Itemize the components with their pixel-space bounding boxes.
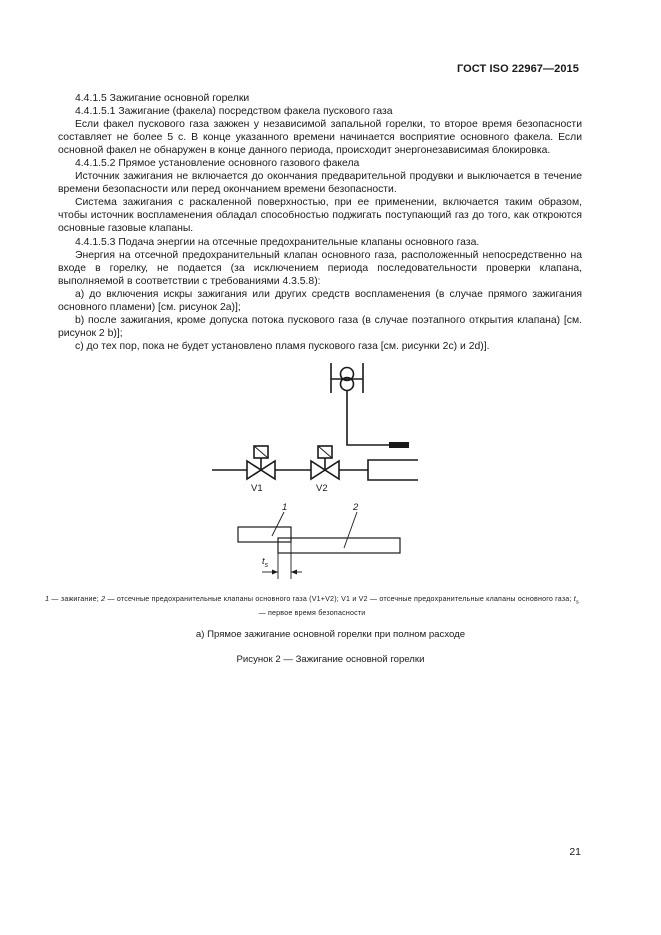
list-item-b: b) после зажигания, кроме допуска потока пускового газа (в случае поэтапного открытия клапана) [см. рисунок 2 b)]; <box>58 314 582 339</box>
figure-subcaption: a) Прямое зажигание основной горелки при полном расходе <box>195 629 466 640</box>
valve-v2-label: V2 <box>316 483 328 494</box>
legend-num-2: 2 <box>101 595 106 603</box>
valves-timing-bar <box>278 538 400 553</box>
legend-text-3: — первое время безопасности <box>258 609 366 618</box>
legend-ts-sub: s <box>575 599 579 606</box>
list-item-c: c) до тех пор, пока не будет установлено пламя пускового газа [см. рисунки 2c) и 2d)]. <box>75 340 490 352</box>
subsection-heading: 4.4.1.5.3 Подача энергии на отсечные предохранительные клапаны основного газа. <box>75 236 480 248</box>
ignition-diagram <box>0 360 661 585</box>
paragraph: Источник зажигания не включается до окончания предварительной продувки и выключается в течение времени безопасности или перед окончанием времени безопасности. <box>58 171 582 196</box>
figure-caption: Рисунок 2 — Зажигание основной горелки <box>236 654 425 665</box>
valve-v1-label: V1 <box>251 483 263 494</box>
subsection-heading: 4.4.1.5.2 Прямое установление основного газового факела <box>75 158 360 170</box>
ignition-electrode-icon <box>389 442 409 448</box>
callout-2: 2 <box>353 502 359 513</box>
valve-v1-icon <box>247 461 261 479</box>
ts-label <box>262 556 268 569</box>
subsection-heading: 4.4.1.5.1 Зажигание (факела) посредством факела пускового газа <box>75 106 393 118</box>
ignition-timing-bar <box>238 527 291 542</box>
legend-num-1: 1 <box>45 595 50 603</box>
valve-v2-icon <box>311 461 325 479</box>
legend-text-2: — отсечные предохранительные клапаны основного газа (V1+V2); V1 и V2 — отсечные предохранительные клапаны основного газа; <box>105 595 574 603</box>
paragraph: Система зажигания с раскаленной поверхностью, при ее применении, включается таким образом, чтобы источник воспламенения обладал способностью поджигать поступающий газ до того, как откроются основные газовые клапаны. <box>58 197 582 235</box>
page-number: 21 <box>569 846 581 858</box>
figure-2a <box>0 360 661 585</box>
legend-ts: t <box>573 595 576 603</box>
paragraph: Энергия на отсечной предохранительный клапан основного газа, расположенный непосредственно на входе в горелку, не подается (за исключением периода последовательности проверки клапана, выполняемой в соответствии с требованиями 4.3.5.8): <box>58 249 582 287</box>
figure-legend <box>42 594 582 619</box>
legend-text-1: — зажигание; <box>49 595 102 603</box>
ts-subscript: s <box>264 561 269 569</box>
paragraph: Если факел пускового газа зажжен у независимой запальной горелки, то второе время безопасности составляет не более 5 с. В конце указанного времени начинается восприятие основного факела. Если основной факел не обнаружен в конце данного периода, происходит энергонезависимая блокировка. <box>58 119 582 157</box>
callout-1: 1 <box>282 502 288 513</box>
body-text <box>58 92 582 353</box>
document-code: ГОСТ ISO 22967—2015 <box>456 63 579 75</box>
list-item-a: a) до включения искры зажигания или других средств воспламенения (в случае прямого зажигания основного пламени) [см. рисунок 2a)]; <box>58 288 582 313</box>
section-heading: 4.4.1.5 Зажигание основной горелки <box>75 93 250 104</box>
ts-letter: t <box>262 556 265 567</box>
